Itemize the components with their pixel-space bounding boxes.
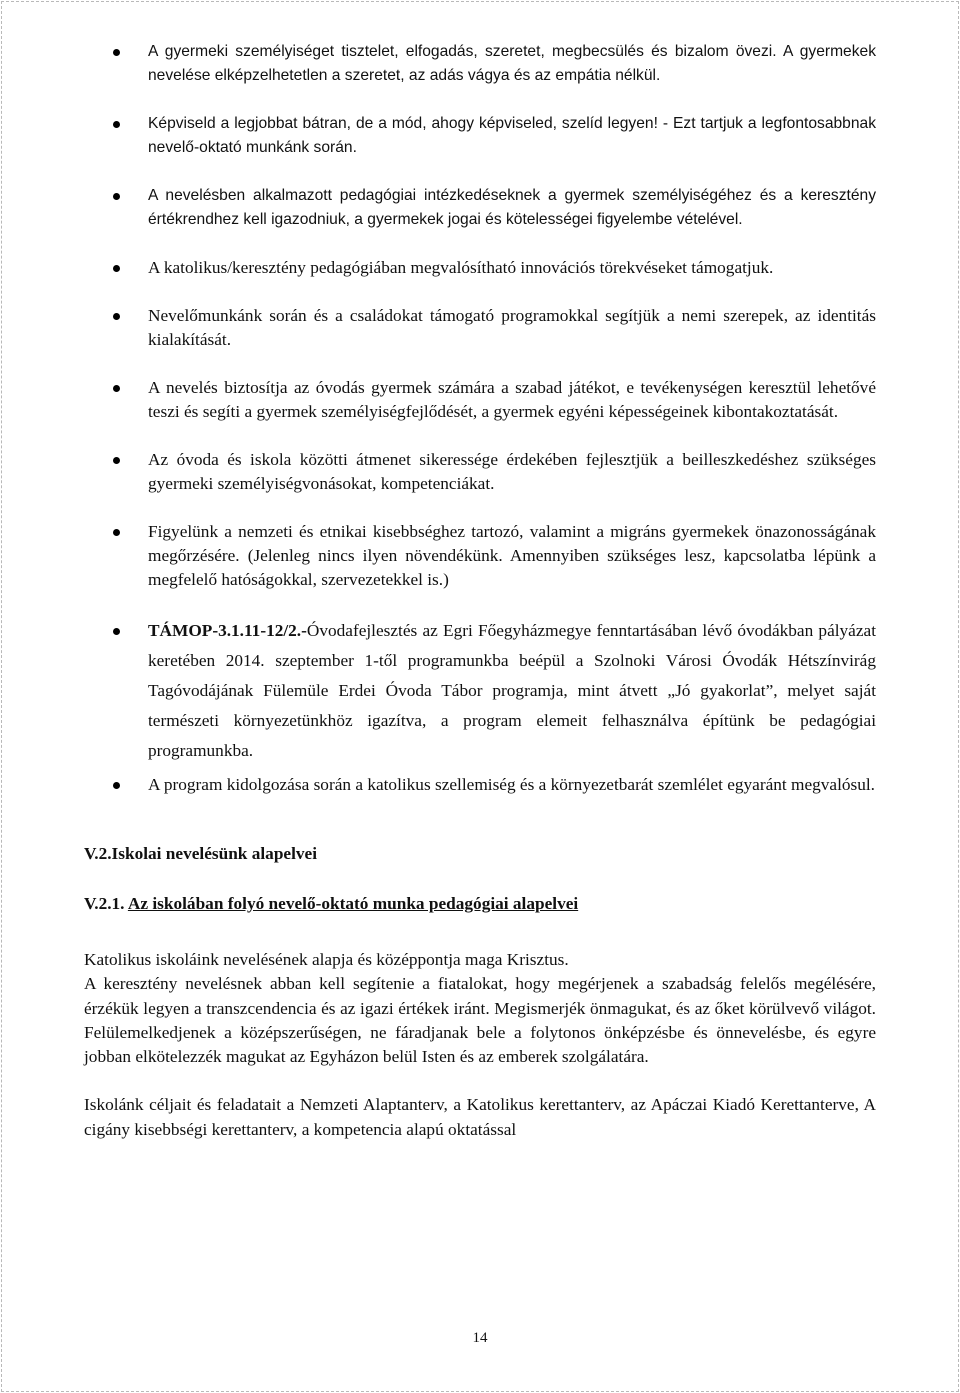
page-number: 14	[472, 1330, 488, 1346]
list-item	[84, 40, 876, 88]
section-heading: V.2.Iskolai nevelésünk alapelvei	[84, 844, 318, 863]
list-item	[84, 112, 876, 160]
list-item-text: Képviseld a legjobbat bátran, de a mód, ahogy képviseled, szelíd legyen! - Ezt tartjuk a legfontosabbnak nevelő-oktató munkánk során.	[148, 115, 876, 156]
bullet-icon	[113, 121, 120, 128]
document-body	[84, 40, 876, 1166]
principles-list	[84, 40, 876, 800]
bullet-icon	[113, 313, 120, 320]
bullet-icon	[113, 385, 120, 392]
body-paragraph: Iskolánk céljait és feladatait a Nemzeti Alaptanterv, a Katolikus kerettanterv, az Apáczai Kiadó Kerettanterve, A cigány kisebbségi kerettanterv, a kompetencia alapú oktatással	[84, 1095, 876, 1139]
paragraph-line: Katolikus iskoláink nevelésének alapja és középpontja maga Krisztus.	[84, 950, 569, 969]
list-item	[84, 256, 876, 280]
list-item	[84, 304, 876, 352]
list-item-text: A nevelésben alkalmazott pedagógiai intézkedéseknek a gyermek személyiségéhez és a keresztény értékrendhez kell igazodniuk, a gyermekek jogai és kötelességei figyelembe vételével.	[148, 187, 876, 228]
list-item	[84, 520, 876, 592]
list-item-text: Az óvoda és iskola közötti átmenet sikeressége érdekében fejlesztjük a beilleszkedéshez szükséges gyermeki személyiségvonásokat, kompetenciákat.	[148, 450, 876, 493]
list-item	[84, 184, 876, 232]
list-item	[84, 376, 876, 424]
list-item-text: Figyelünk a nemzeti és etnikai kisebbséghez tartozó, valamint a migráns gyermekek önazonosságának megőrzésére. (Jelenleg nincs ilyen növendékünk. Amennyiben szükséges lesz, kapcsolatba lépünk a megfelelő hatóságokkal, szervezetekkel is.)	[148, 522, 876, 589]
subsection-number: V.2.1.	[84, 894, 128, 913]
bullet-icon	[113, 49, 120, 56]
bullet-icon	[113, 457, 120, 464]
list-item-text: A program kidolgozása során a katolikus szellemiség és a környezetbarát szemlélet egyaránt megvalósul.	[148, 775, 876, 794]
list-item-text: A gyermeki személyiséget tisztelet, elfogadás, szeretet, megbecsülés és bizalom övezi. A gyermekek nevelése elképzelhetetlen a szeretet, az adás vágya és az empátia nélkül.	[148, 43, 876, 84]
project-code: TÁMOP-3.1.11-12/2.-	[148, 621, 307, 640]
list-item	[84, 770, 876, 800]
bullet-icon	[113, 265, 120, 272]
list-item-text: Óvodafejlesztés az Egri Főegyházmegye fenntartásában lévő óvodákban pályázat keretében 2014. szeptember 1-től programunkba beépül a Szolnoki Városi Óvodák Hétszínvirág Tagóvodájának Fülemüle Erdei Óvoda Tábor programja, mint átvett „Jó gyakorlat”, melyet saját természeti környezetünkhöz igazítva, a program elemeit felhasználva építünk be pedagógiai programunkba.	[148, 621, 876, 760]
list-item-text: Nevelőmunkánk során és a családokat támogató programokkal segítjük a nemi szerepek, az identitás kialakítását.	[148, 306, 876, 349]
subsection-title: Az iskolában folyó nevelő-oktató munka pedagógiai alapelvei	[127, 894, 579, 913]
bullet-icon	[113, 529, 120, 536]
bullet-icon	[113, 193, 120, 200]
body-paragraph	[84, 948, 876, 1069]
paragraph-text: A keresztény nevelésnek abban kell segítenie a fiatalokat, hogy megérjenek a szabadság felelős megélésére, érzékük legyen a transzcendencia és az igazi értékek iránt. Megismerjék önmagukat, és az őket körülvevő világot. Felülemelkedjenek a középszerűségen, ne fáradjanak bele a folytonos önképzésbe és önnevelésbe, és egyre jobban elkötelezzék magukat az Egyházon belül Isten és az emberek szolgálatára.	[84, 974, 876, 1067]
list-item	[84, 616, 876, 766]
bullet-icon	[113, 628, 120, 635]
list-item-text: A nevelés biztosítja az óvodás gyermek számára a szabad játékot, e tevékenységen keresztül lehetővé teszi és segíti a gyermek személyiségfejlődését, a gyermek egyéni képességeinek kibontakoztatását.	[148, 378, 876, 421]
list-item-text: A katolikus/keresztény pedagógiában megvalósítható innovációs törekvéseket támogatjuk.	[148, 258, 774, 277]
list-item	[84, 448, 876, 496]
bullet-icon	[113, 782, 120, 789]
subsection-heading	[84, 892, 876, 916]
